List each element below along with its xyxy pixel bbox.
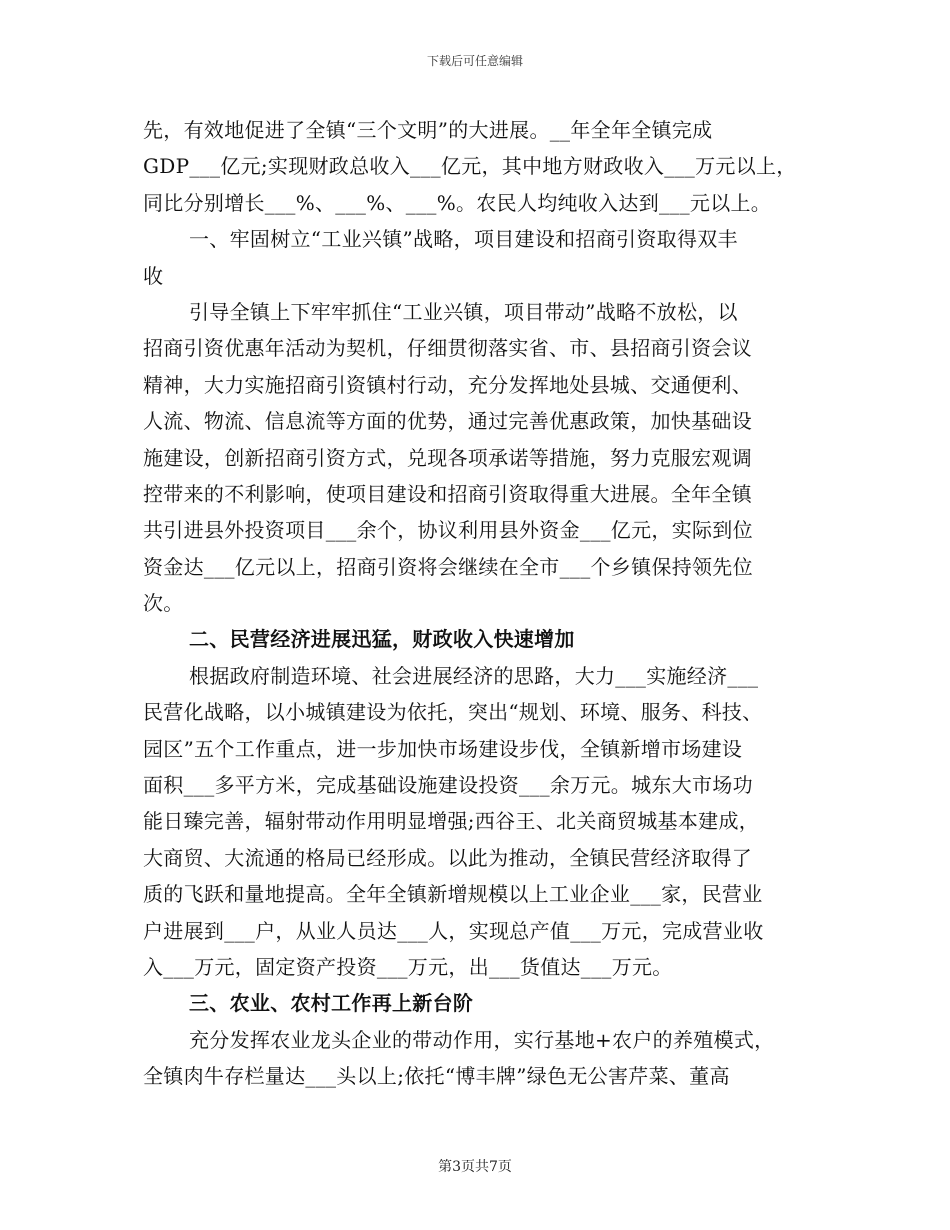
text-line: 质的飞跃和量地提高。全年全镇新增规模以上工业企业___家，民营业 — [143, 882, 763, 907]
section-heading: 二、民营经济进展迅猛，财政收入快速增加 — [189, 627, 575, 652]
text-line: 入___万元，固定资产投资___万元，出___货值达___万元。 — [143, 954, 673, 979]
text-line: 精神，大力实施招商引资镇村行动，充分发挥地处县城、交通便利、 — [143, 372, 752, 397]
page-header: 下载后可任意编辑 — [426, 54, 523, 68]
text-line: 资金达___亿元以上，招商引资将会继续在全市___个乡镇保持领先位 — [143, 554, 753, 579]
text-line: 全镇肉牛存栏量达___头以上;依托“博丰牌”绿色无公害芹菜、董高 — [143, 1064, 730, 1089]
text-line: 收 — [143, 263, 164, 288]
text-line: 同比分别增长___%、___%、___%。农民人均纯收入达到___元以上。 — [143, 190, 772, 215]
text-line: 民营化战略，以小城镇建设为依托，突出“规划、环境、服务、科技、 — [143, 700, 763, 725]
text-line: 一、牢固树立“工业兴镇”战略，项目建设和招商引资取得双丰 — [189, 227, 738, 252]
text-line: GDP___亿元;实现财政总收入___亿元，其中地方财政收入___万元以上， — [143, 154, 797, 179]
text-line: 人流、物流、信息流等方面的优势，通过完善优惠政策，加快基础设 — [143, 409, 752, 434]
text-line: 园区”五个工作重点，进一步加快市场建设步伐，全镇新增市场建设 — [143, 736, 743, 761]
text-line: 户进展到___户，从业人员达___人，实现总产值___万元，完成营业收 — [143, 918, 764, 943]
page-footer: 第3页共7页 — [438, 1159, 512, 1175]
text-line: 引导全镇上下牢牢抓住“工业兴镇，项目带动”战略不放松，以 — [189, 299, 738, 324]
text-line: 次。 — [143, 591, 184, 616]
section-heading: 三、农业、农村工作再上新台阶 — [189, 991, 474, 1016]
text-line: 招商引资优惠年活动为契机，仔细贯彻落实省、市、县招商引资会议 — [143, 336, 752, 361]
text-line: 充分发挥农业龙头企业的带动作用，实行基地+农户的养殖模式， — [189, 1027, 775, 1052]
text-line: 大商贸、大流通的格局已经形成。以此为推动，全镇民营经济取得了 — [143, 845, 752, 870]
text-line: 面积___多平方米，完成基础设施建设投资___余万元。城东大市场功 — [143, 773, 753, 798]
text-line: 能日臻完善，辐射带动作用明显增强;西谷王、北关商贸城基本建成， — [143, 809, 760, 834]
text-line: 根据政府制造环境、社会进展经济的思路，大力___实施经济___ — [189, 663, 759, 688]
text-line: 共引进县外投资项目___余个，协议利用县外资金___亿元，实际到位 — [143, 518, 753, 543]
document-body — [143, 112, 807, 1095]
text-line: 施建设，创新招商引资方式，兑现各项承诺等措施，努力克服宏观调 — [143, 445, 752, 470]
text-line: 先，有效地促进了全镇“三个文明”的大进展。__年全年全镇完成 — [143, 118, 713, 142]
text-line: 控带来的不利影响，使项目建设和招商引资取得重大进展。全年全镇 — [143, 481, 752, 506]
